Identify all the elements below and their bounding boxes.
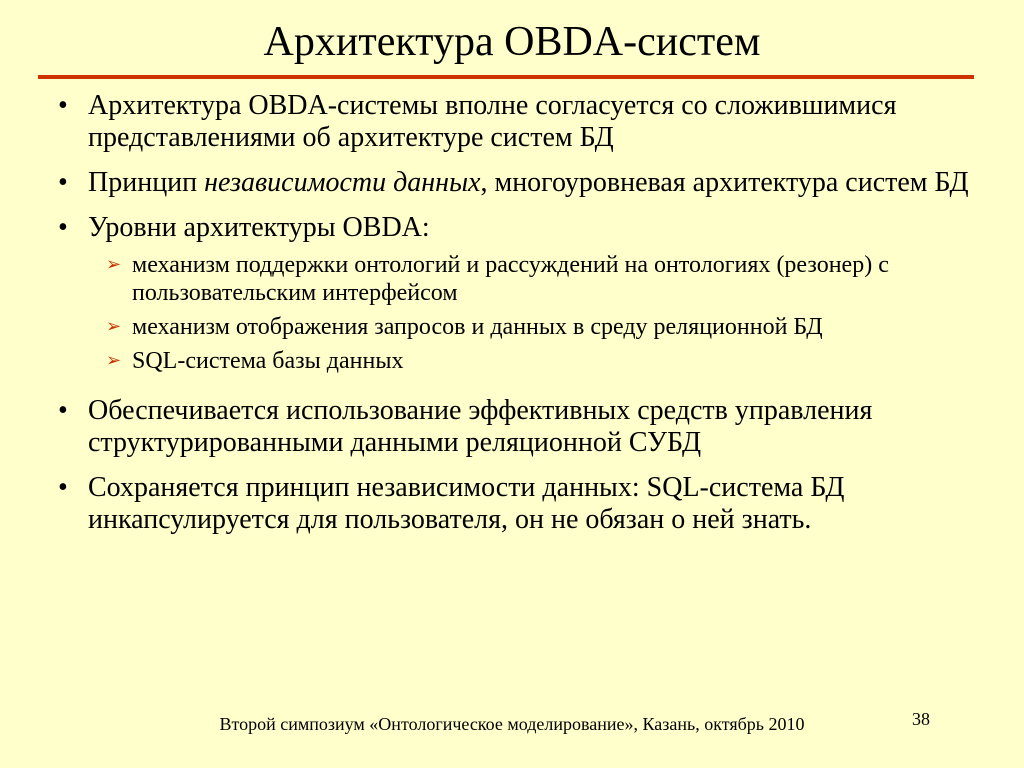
- bullet-text: Архитектура OBDA-системы вполне согласуется со сложившимися представлениями об архитектуре систем БД: [88, 90, 897, 153]
- bullet-dot-icon: •: [58, 212, 68, 243]
- bullet-dot-icon: •: [58, 90, 68, 121]
- slide-footer: [0, 712, 1024, 736]
- bullet-text-emphasis: независимости данных: [204, 167, 481, 198]
- footer-text: Второй симпозиум «Онтологическое моделирование», Казань, октябрь 2010: [219, 714, 805, 734]
- bullet-item-3: [58, 212, 988, 244]
- sub-bullet-item-2: [106, 313, 988, 341]
- bullet-text: Обеспечивается использование эффективных средств управления структурированными данными реляционной СУБД: [88, 395, 873, 458]
- slide-title: Архитектура OBDA-систем: [263, 19, 761, 65]
- bullet-dot-icon: •: [58, 167, 68, 198]
- bullet-dot-icon: •: [58, 395, 68, 426]
- bullet-text-start: Принцип: [88, 167, 205, 198]
- bullet-item-5: [58, 472, 988, 536]
- bullet-text: Уровни архитектуры OBDA:: [88, 212, 430, 243]
- page-number: 38: [912, 709, 930, 729]
- arrow-bullet-icon: ➢: [106, 254, 122, 275]
- bullet-item-4: [58, 395, 988, 459]
- bullet-item-1: [58, 90, 988, 154]
- sub-bullet-text: SQL-система базы данных: [132, 348, 404, 374]
- arrow-bullet-icon: ➢: [106, 316, 122, 337]
- title-divider: [38, 75, 974, 79]
- arrow-bullet-icon: ➢: [106, 350, 122, 371]
- sub-bullet-list: [58, 251, 988, 375]
- bullet-text: Сохраняется принцип независимости данных: SQL-система БД инкапсулируется для пользователя, он не обязан о ней знать.: [88, 472, 845, 535]
- sub-bullet-text: механизм отображения запросов и данных в среду реляционной БД: [132, 314, 823, 340]
- sub-bullet-item-3: [106, 347, 988, 375]
- slide-content: [58, 90, 988, 549]
- bullet-text-end: , многоуровневая архитектура систем БД: [480, 167, 969, 198]
- bullet-dot-icon: •: [58, 472, 68, 503]
- sub-bullet-text: механизм поддержки онтологий и рассуждений на онтологиях (резонер) с пользовательским интерфейсом: [132, 252, 889, 306]
- sub-bullet-item-1: [106, 251, 988, 307]
- bullet-item-2: [58, 167, 988, 199]
